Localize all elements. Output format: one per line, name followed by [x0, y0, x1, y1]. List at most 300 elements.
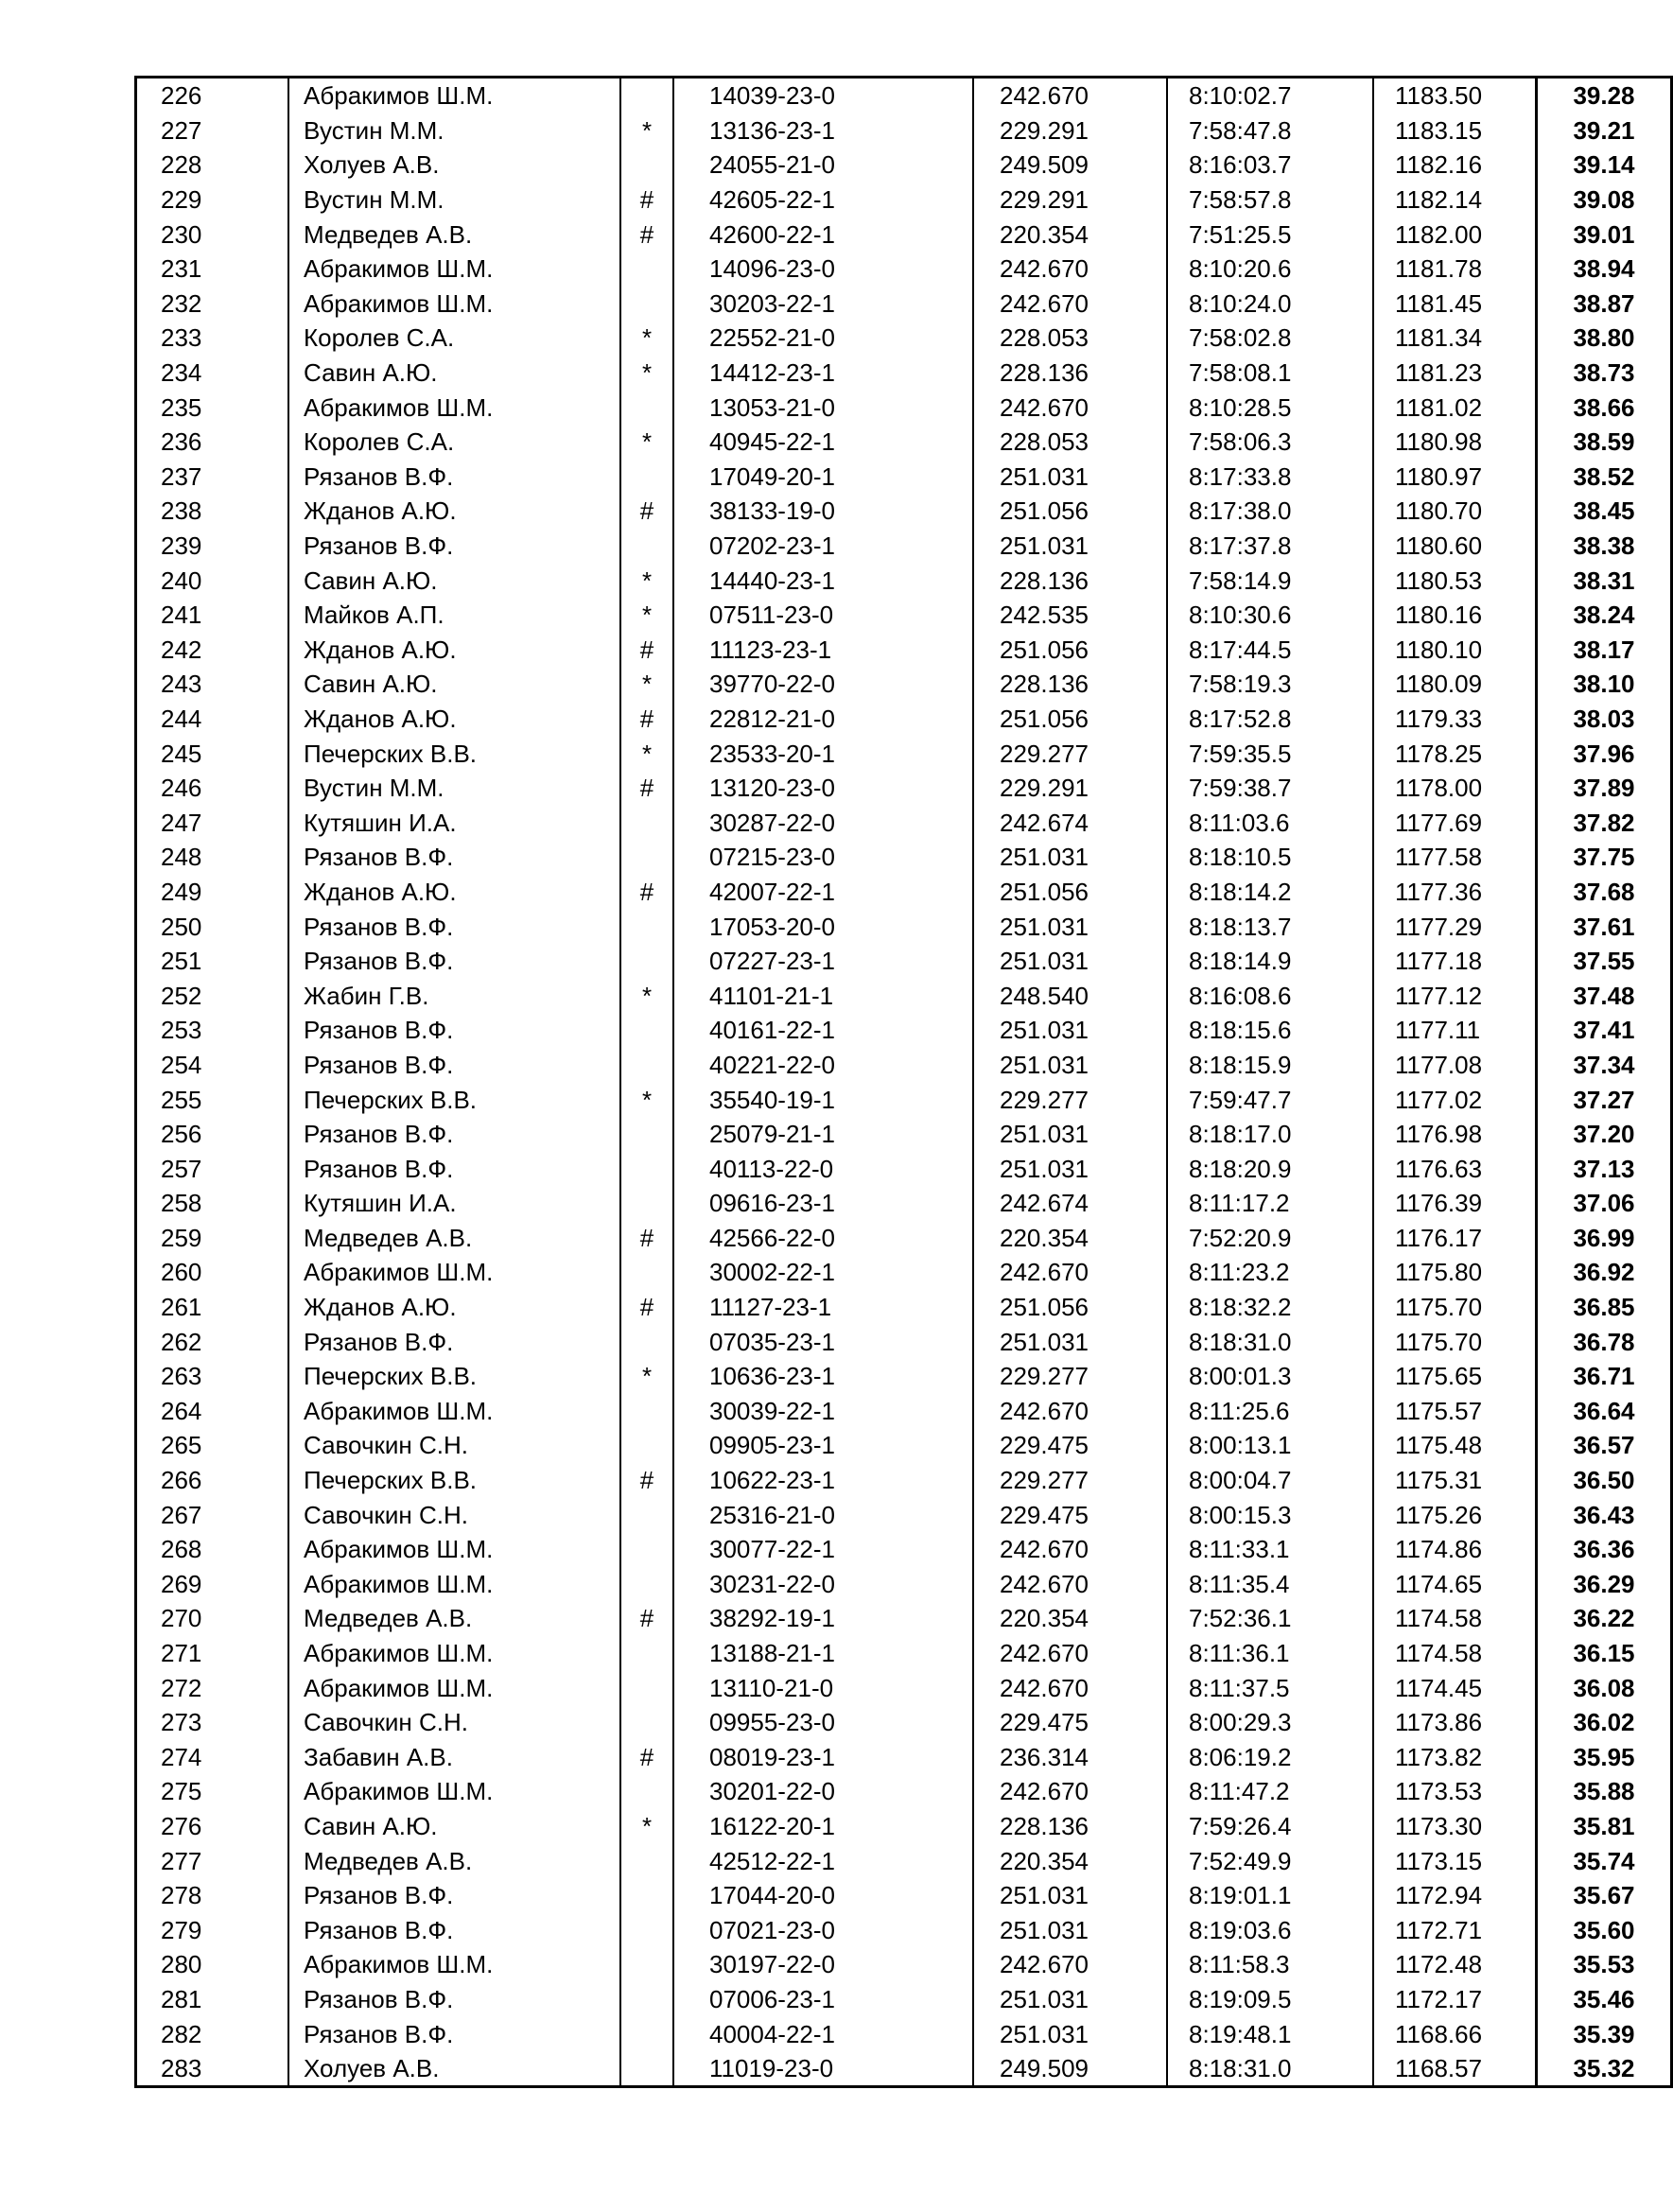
mark-cell: *	[620, 425, 673, 460]
speed-cell: 1177.69	[1373, 805, 1537, 840]
table-row	[136, 805, 1672, 840]
speed-cell: 1177.36	[1373, 875, 1537, 910]
ring-number-cell: 11127-23-1	[673, 1290, 973, 1325]
owner-name-cell: Абракимов Ш.М.	[288, 1774, 620, 1809]
points-cell: 37.20	[1537, 1117, 1672, 1152]
place-cell: 267	[161, 1500, 202, 1529]
table-row	[136, 1324, 1672, 1359]
owner-name-cell: Абракимов Ш.М.	[288, 1636, 620, 1671]
speed-cell: 1181.34	[1373, 321, 1537, 356]
mark-cell	[620, 1117, 673, 1152]
arrival-time-cell: 8:00:29.3	[1167, 1705, 1373, 1740]
distance-cell: 251.031	[973, 1982, 1167, 2017]
place-cell: 250	[161, 912, 202, 941]
points-cell: 38.87	[1537, 287, 1672, 322]
owner-name-cell: Медведев А.В.	[288, 1221, 620, 1256]
arrival-time-cell: 7:52:36.1	[1167, 1601, 1373, 1636]
owner-name-cell: Холуев А.В.	[288, 148, 620, 183]
mark-cell	[620, 529, 673, 564]
owner-name-cell: Жабин Г.В.	[288, 978, 620, 1013]
ring-number-cell: 13188-21-1	[673, 1636, 973, 1671]
table-row	[136, 1912, 1672, 1947]
ring-number-cell: 10636-23-1	[673, 1359, 973, 1394]
points-cell: 37.82	[1537, 805, 1672, 840]
distance-cell: 251.056	[973, 1290, 1167, 1325]
table-row	[136, 1497, 1672, 1532]
arrival-time-cell: 7:59:38.7	[1167, 771, 1373, 806]
place-cell: 261	[161, 1293, 202, 1322]
table-row	[136, 1013, 1672, 1048]
distance-cell: 229.291	[973, 183, 1167, 218]
distance-cell: 242.674	[973, 1186, 1167, 1221]
mark-cell: *	[620, 736, 673, 771]
mark-cell	[620, 1636, 673, 1671]
points-cell: 39.08	[1537, 183, 1672, 218]
place-cell: 274	[161, 1742, 202, 1771]
place-cell: 248	[161, 843, 202, 872]
owner-name-cell: Рязанов В.Ф.	[288, 1117, 620, 1152]
place-cell: 264	[161, 1396, 202, 1425]
owner-name-cell: Королев С.А.	[288, 425, 620, 460]
place-cell: 272	[161, 1673, 202, 1702]
ring-number-cell: 22812-21-0	[673, 702, 973, 737]
place-cell: 268	[161, 1535, 202, 1564]
distance-cell: 220.354	[973, 1601, 1167, 1636]
owner-name-cell: Вустин М.М.	[288, 183, 620, 218]
place-cell: 232	[161, 288, 202, 318]
arrival-time-cell: 8:11:33.1	[1167, 1532, 1373, 1567]
place-cell: 251	[161, 947, 202, 976]
mark-cell	[620, 840, 673, 875]
speed-cell: 1173.86	[1373, 1705, 1537, 1740]
owner-name-cell: Рязанов В.Ф.	[288, 1878, 620, 1913]
arrival-time-cell: 7:59:26.4	[1167, 1809, 1373, 1844]
table-row	[136, 1117, 1672, 1152]
mark-cell	[620, 252, 673, 287]
distance-cell: 248.540	[973, 978, 1167, 1013]
place-cell: 241	[161, 601, 202, 630]
distance-cell: 229.277	[973, 1463, 1167, 1498]
points-cell: 39.28	[1537, 78, 1672, 113]
arrival-time-cell: 8:06:19.2	[1167, 1740, 1373, 1775]
mark-cell: *	[620, 978, 673, 1013]
points-cell: 36.78	[1537, 1324, 1672, 1359]
place-cell: 253	[161, 1016, 202, 1045]
arrival-time-cell: 8:10:02.7	[1167, 78, 1373, 113]
ring-number-cell: 38292-19-1	[673, 1601, 973, 1636]
speed-cell: 1172.17	[1373, 1982, 1537, 2017]
points-cell: 35.95	[1537, 1740, 1672, 1775]
points-cell: 36.99	[1537, 1221, 1672, 1256]
points-cell: 38.17	[1537, 633, 1672, 668]
speed-cell: 1175.70	[1373, 1324, 1537, 1359]
arrival-time-cell: 8:11:36.1	[1167, 1636, 1373, 1671]
ring-number-cell: 16122-20-1	[673, 1809, 973, 1844]
ring-number-cell: 13053-21-0	[673, 390, 973, 425]
place-cell: 254	[161, 1050, 202, 1079]
mark-cell	[620, 1774, 673, 1809]
owner-name-cell: Медведев А.В.	[288, 1843, 620, 1878]
points-cell: 35.32	[1537, 2051, 1672, 2087]
distance-cell: 228.053	[973, 425, 1167, 460]
points-cell: 36.64	[1537, 1394, 1672, 1429]
place-cell: 263	[161, 1362, 202, 1391]
owner-name-cell: Рязанов В.Ф.	[288, 944, 620, 979]
distance-cell: 228.136	[973, 563, 1167, 598]
arrival-time-cell: 7:58:57.8	[1167, 183, 1373, 218]
place-cell: 243	[161, 670, 202, 699]
arrival-time-cell: 8:17:52.8	[1167, 702, 1373, 737]
distance-cell: 229.475	[973, 1497, 1167, 1532]
place-cell: 238	[161, 496, 202, 526]
distance-cell: 242.674	[973, 805, 1167, 840]
distance-cell: 242.670	[973, 1670, 1167, 1705]
place-cell: 247	[161, 808, 202, 837]
ring-number-cell: 30077-22-1	[673, 1532, 973, 1567]
distance-cell: 242.670	[973, 1394, 1167, 1429]
table-row	[136, 321, 1672, 356]
points-cell: 36.85	[1537, 1290, 1672, 1325]
distance-cell: 251.031	[973, 909, 1167, 944]
mark-cell	[620, 1497, 673, 1532]
mark-cell	[620, 460, 673, 495]
arrival-time-cell: 8:18:14.2	[1167, 875, 1373, 910]
points-cell: 35.60	[1537, 1912, 1672, 1947]
speed-cell: 1173.82	[1373, 1740, 1537, 1775]
ring-number-cell: 11019-23-0	[673, 2051, 973, 2087]
place-cell: 257	[161, 1154, 202, 1183]
place-cell: 282	[161, 2019, 202, 2048]
owner-name-cell: Абракимов Ш.М.	[288, 1947, 620, 1982]
speed-cell: 1175.26	[1373, 1497, 1537, 1532]
place-cell: 275	[161, 1777, 202, 1806]
ring-number-cell: 39770-22-0	[673, 667, 973, 702]
mark-cell	[620, 1567, 673, 1602]
arrival-time-cell: 8:18:32.2	[1167, 1290, 1373, 1325]
table-row	[136, 1463, 1672, 1498]
points-cell: 39.14	[1537, 148, 1672, 183]
place-cell: 236	[161, 427, 202, 457]
place-cell: 276	[161, 1811, 202, 1840]
mark-cell: #	[620, 183, 673, 218]
distance-cell: 251.031	[973, 460, 1167, 495]
ring-number-cell: 07215-23-0	[673, 840, 973, 875]
ring-number-cell: 07021-23-0	[673, 1912, 973, 1947]
table-row	[136, 529, 1672, 564]
place-cell: 228	[161, 150, 202, 180]
distance-cell: 220.354	[973, 1221, 1167, 1256]
arrival-time-cell: 8:18:14.9	[1167, 944, 1373, 979]
points-cell: 37.27	[1537, 1082, 1672, 1117]
place-cell: 252	[161, 981, 202, 1010]
distance-cell: 251.031	[973, 1117, 1167, 1152]
points-cell: 37.48	[1537, 978, 1672, 1013]
place-cell: 235	[161, 392, 202, 422]
owner-name-cell: Абракимов Ш.М.	[288, 1670, 620, 1705]
ring-number-cell: 14412-23-1	[673, 356, 973, 391]
mark-cell: *	[620, 1359, 673, 1394]
arrival-time-cell: 8:18:13.7	[1167, 909, 1373, 944]
place-cell: 242	[161, 635, 202, 664]
table-row	[136, 78, 1672, 113]
distance-cell: 249.509	[973, 148, 1167, 183]
place-cell: 271	[161, 1639, 202, 1668]
ring-number-cell: 41101-21-1	[673, 978, 973, 1013]
owner-name-cell: Рязанов В.Ф.	[288, 1982, 620, 2017]
ring-number-cell: 30231-22-0	[673, 1567, 973, 1602]
distance-cell: 229.291	[973, 113, 1167, 148]
place-cell: 258	[161, 1189, 202, 1218]
owner-name-cell: Рязанов В.Ф.	[288, 529, 620, 564]
arrival-time-cell: 8:00:04.7	[1167, 1463, 1373, 1498]
table-row	[136, 667, 1672, 702]
points-cell: 38.66	[1537, 390, 1672, 425]
arrival-time-cell: 8:10:20.6	[1167, 252, 1373, 287]
table-row	[136, 1428, 1672, 1463]
arrival-time-cell: 8:11:37.5	[1167, 1670, 1373, 1705]
ring-number-cell: 30203-22-1	[673, 287, 973, 322]
mark-cell	[620, 2016, 673, 2051]
distance-cell: 242.535	[973, 598, 1167, 633]
speed-cell: 1172.94	[1373, 1878, 1537, 1913]
owner-name-cell: Рязанов В.Ф.	[288, 1912, 620, 1947]
speed-cell: 1179.33	[1373, 702, 1537, 737]
points-cell: 36.36	[1537, 1532, 1672, 1567]
table-row	[136, 356, 1672, 391]
points-cell: 38.45	[1537, 494, 1672, 529]
owner-name-cell: Рязанов В.Ф.	[288, 1048, 620, 1083]
speed-cell: 1175.31	[1373, 1463, 1537, 1498]
ring-number-cell: 13110-21-0	[673, 1670, 973, 1705]
table-row	[136, 1705, 1672, 1740]
points-cell: 36.92	[1537, 1255, 1672, 1290]
table-row	[136, 1082, 1672, 1117]
ring-number-cell: 17053-20-0	[673, 909, 973, 944]
owner-name-cell: Забавин А.В.	[288, 1740, 620, 1775]
speed-cell: 1180.97	[1373, 460, 1537, 495]
table-row	[136, 494, 1672, 529]
arrival-time-cell: 7:51:25.5	[1167, 217, 1373, 252]
mark-cell: #	[620, 875, 673, 910]
arrival-time-cell: 8:18:15.9	[1167, 1048, 1373, 1083]
table-row	[136, 1878, 1672, 1913]
arrival-time-cell: 7:59:47.7	[1167, 1082, 1373, 1117]
arrival-time-cell: 7:52:49.9	[1167, 1843, 1373, 1878]
speed-cell: 1173.15	[1373, 1843, 1537, 1878]
owner-name-cell: Рязанов В.Ф.	[288, 840, 620, 875]
points-cell: 38.03	[1537, 702, 1672, 737]
distance-cell: 229.475	[973, 1428, 1167, 1463]
ring-number-cell: 14440-23-1	[673, 563, 973, 598]
distance-cell: 242.670	[973, 252, 1167, 287]
ring-number-cell: 07227-23-1	[673, 944, 973, 979]
speed-cell: 1180.98	[1373, 425, 1537, 460]
points-cell: 35.74	[1537, 1843, 1672, 1878]
mark-cell	[620, 1186, 673, 1221]
distance-cell: 220.354	[973, 217, 1167, 252]
speed-cell: 1177.58	[1373, 840, 1537, 875]
speed-cell: 1175.70	[1373, 1290, 1537, 1325]
distance-cell: 220.354	[973, 1843, 1167, 1878]
place-cell: 246	[161, 774, 202, 803]
owner-name-cell: Абракимов Ш.М.	[288, 287, 620, 322]
speed-cell: 1183.15	[1373, 113, 1537, 148]
ring-number-cell: 30287-22-0	[673, 805, 973, 840]
mark-cell	[620, 1255, 673, 1290]
arrival-time-cell: 8:10:28.5	[1167, 390, 1373, 425]
points-cell: 37.61	[1537, 909, 1672, 944]
speed-cell: 1176.17	[1373, 1221, 1537, 1256]
points-cell: 37.06	[1537, 1186, 1672, 1221]
arrival-time-cell: 8:11:58.3	[1167, 1947, 1373, 1982]
mark-cell: #	[620, 494, 673, 529]
mark-cell	[620, 1428, 673, 1463]
arrival-time-cell: 8:11:03.6	[1167, 805, 1373, 840]
table-row	[136, 875, 1672, 910]
speed-cell: 1174.86	[1373, 1532, 1537, 1567]
ring-number-cell: 30002-22-1	[673, 1255, 973, 1290]
owner-name-cell: Кутяшин И.А.	[288, 805, 620, 840]
points-cell: 38.80	[1537, 321, 1672, 356]
ring-number-cell: 42600-22-1	[673, 217, 973, 252]
table-row	[136, 944, 1672, 979]
speed-cell: 1180.60	[1373, 529, 1537, 564]
table-row	[136, 217, 1672, 252]
ring-number-cell: 35540-19-1	[673, 1082, 973, 1117]
distance-cell: 242.670	[973, 1255, 1167, 1290]
mark-cell	[620, 1048, 673, 1083]
points-cell: 38.52	[1537, 460, 1672, 495]
speed-cell: 1177.08	[1373, 1048, 1537, 1083]
ring-number-cell: 07511-23-0	[673, 598, 973, 633]
table-row	[136, 1048, 1672, 1083]
points-cell: 36.57	[1537, 1428, 1672, 1463]
ring-number-cell: 30039-22-1	[673, 1394, 973, 1429]
speed-cell: 1168.66	[1373, 2016, 1537, 2051]
ring-number-cell: 25079-21-1	[673, 1117, 973, 1152]
mark-cell: *	[620, 667, 673, 702]
points-cell: 36.02	[1537, 1705, 1672, 1740]
mark-cell	[620, 1532, 673, 1567]
arrival-time-cell: 7:58:47.8	[1167, 113, 1373, 148]
mark-cell	[620, 1912, 673, 1947]
speed-cell: 1172.48	[1373, 1947, 1537, 1982]
owner-name-cell: Жданов А.Ю.	[288, 494, 620, 529]
table-row	[136, 425, 1672, 460]
mark-cell: #	[620, 1221, 673, 1256]
distance-cell: 229.475	[973, 1705, 1167, 1740]
speed-cell: 1177.02	[1373, 1082, 1537, 1117]
arrival-time-cell: 8:18:31.0	[1167, 1324, 1373, 1359]
place-cell: 233	[161, 323, 202, 353]
ring-number-cell: 13136-23-1	[673, 113, 973, 148]
speed-cell: 1175.48	[1373, 1428, 1537, 1463]
speed-cell: 1176.39	[1373, 1186, 1537, 1221]
arrival-time-cell: 8:11:47.2	[1167, 1774, 1373, 1809]
points-cell: 37.89	[1537, 771, 1672, 806]
table-row	[136, 390, 1672, 425]
speed-cell: 1177.29	[1373, 909, 1537, 944]
distance-cell: 228.136	[973, 356, 1167, 391]
table-row	[136, 1601, 1672, 1636]
table-row	[136, 563, 1672, 598]
mark-cell	[620, 805, 673, 840]
arrival-time-cell: 8:11:23.2	[1167, 1255, 1373, 1290]
speed-cell: 1177.12	[1373, 978, 1537, 1013]
ring-number-cell: 40945-22-1	[673, 425, 973, 460]
table-row	[136, 1809, 1672, 1844]
ring-number-cell: 42007-22-1	[673, 875, 973, 910]
ring-number-cell: 42512-22-1	[673, 1843, 973, 1878]
owner-name-cell: Рязанов В.Ф.	[288, 2016, 620, 2051]
points-cell: 38.31	[1537, 563, 1672, 598]
speed-cell: 1180.53	[1373, 563, 1537, 598]
owner-name-cell: Абракимов Ш.М.	[288, 78, 620, 113]
arrival-time-cell: 8:11:25.6	[1167, 1394, 1373, 1429]
table-row	[136, 633, 1672, 668]
results-body	[136, 78, 1672, 2087]
results-table	[134, 76, 1673, 2088]
speed-cell: 1177.11	[1373, 1013, 1537, 1048]
arrival-time-cell: 8:18:17.0	[1167, 1117, 1373, 1152]
points-cell: 35.53	[1537, 1947, 1672, 1982]
distance-cell: 251.031	[973, 529, 1167, 564]
distance-cell: 251.056	[973, 494, 1167, 529]
table-row	[136, 1359, 1672, 1394]
place-cell: 259	[161, 1223, 202, 1252]
distance-cell: 251.031	[973, 1048, 1167, 1083]
table-row	[136, 1186, 1672, 1221]
speed-cell: 1168.57	[1373, 2051, 1537, 2087]
mark-cell: *	[620, 598, 673, 633]
ring-number-cell: 40221-22-0	[673, 1048, 973, 1083]
table-row	[136, 113, 1672, 148]
speed-cell: 1177.18	[1373, 944, 1537, 979]
place-cell: 269	[161, 1569, 202, 1598]
arrival-time-cell: 7:58:06.3	[1167, 425, 1373, 460]
speed-cell: 1180.09	[1373, 667, 1537, 702]
speed-cell: 1180.16	[1373, 598, 1537, 633]
arrival-time-cell: 8:18:31.0	[1167, 2051, 1373, 2087]
place-cell: 255	[161, 1085, 202, 1114]
arrival-time-cell: 8:16:03.7	[1167, 148, 1373, 183]
table-row	[136, 1567, 1672, 1602]
points-cell: 38.73	[1537, 356, 1672, 391]
points-cell: 38.10	[1537, 667, 1672, 702]
mark-cell	[620, 1843, 673, 1878]
owner-name-cell: Рязанов В.Ф.	[288, 1324, 620, 1359]
points-cell: 37.55	[1537, 944, 1672, 979]
table-row	[136, 148, 1672, 183]
place-cell: 281	[161, 1984, 202, 2013]
arrival-time-cell: 8:17:33.8	[1167, 460, 1373, 495]
mark-cell: #	[620, 1463, 673, 1498]
arrival-time-cell: 8:11:35.4	[1167, 1567, 1373, 1602]
table-row	[136, 1670, 1672, 1705]
distance-cell: 251.031	[973, 1013, 1167, 1048]
mark-cell: *	[620, 113, 673, 148]
arrival-time-cell: 7:58:08.1	[1167, 356, 1373, 391]
table-row	[136, 460, 1672, 495]
arrival-time-cell: 8:18:20.9	[1167, 1151, 1373, 1186]
place-cell: 245	[161, 739, 202, 768]
points-cell: 38.59	[1537, 425, 1672, 460]
place-cell: 273	[161, 1708, 202, 1737]
points-cell: 39.21	[1537, 113, 1672, 148]
arrival-time-cell: 8:19:01.1	[1167, 1878, 1373, 1913]
speed-cell: 1174.45	[1373, 1670, 1537, 1705]
distance-cell: 229.291	[973, 771, 1167, 806]
